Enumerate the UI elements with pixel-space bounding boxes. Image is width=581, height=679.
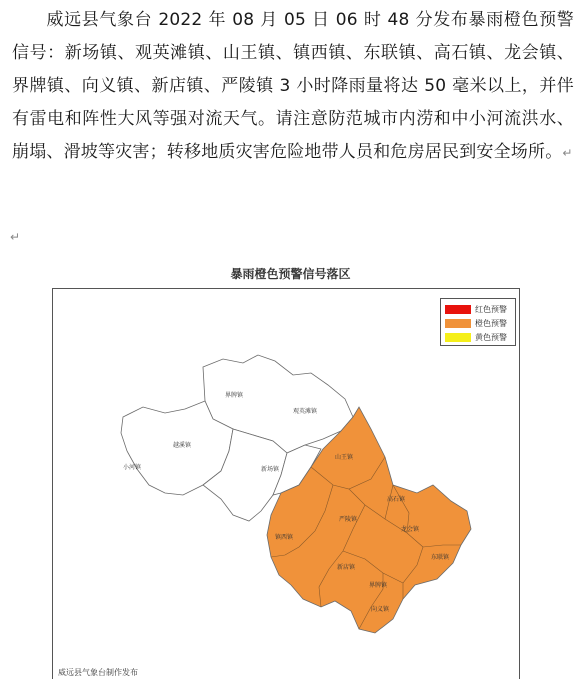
label-guanying: 观英滩镇 (293, 408, 318, 415)
label-shanwang: 山王镇 (335, 454, 354, 461)
legend-item-orange (445, 316, 511, 330)
label-xiangyi: 向义镇 (371, 606, 390, 613)
empty-paragraph-mark: ↵ (10, 230, 21, 244)
map-legend (440, 298, 516, 346)
label-xinchang: 新场镇 (261, 466, 280, 473)
warning-map (52, 288, 520, 679)
label-yuexi: 越溪镇 (173, 442, 192, 449)
legend-swatch-yellow (445, 333, 471, 342)
legend-label-orange: 橙色预警 (475, 318, 507, 328)
label-longhui: 龙会镇 (401, 526, 420, 533)
label-zhenxi: 镇西镇 (275, 534, 294, 541)
label-jingpai: 界牌镇 (369, 582, 388, 589)
map-footer: 威远县气象台制作发布 (58, 668, 138, 677)
warning-text: 威远县气象台 2022 年 08 月 05 日 06 时 48 分发布暴雨橙色预警信号：新场镇、观英滩镇、山王镇、镇西镇、东联镇、高石镇、龙会镇、界牌镇、向义镇、新店镇、严陵镇 3 小时降雨量将达 50 毫米以上，并伴有雷电和阵性大风等强对流天气。请注意防范城市内涝和中小河流洪水、崩塌、滑坡等灾害；转移地质灾害危险地带人员和危房居民到安全场所。 (12, 10, 574, 162)
label-xindian: 新店镇 (337, 564, 356, 571)
label-yanling: 严陵镇 (339, 516, 358, 523)
legend-item-yellow (445, 330, 511, 344)
legend-swatch-orange (445, 319, 471, 328)
legend-item-red (445, 302, 511, 316)
map-svg (53, 289, 520, 679)
legend-label-yellow: 黄色预警 (475, 332, 507, 342)
warning-paragraph (12, 4, 574, 170)
label-jiepai: 界牌镇 (225, 392, 244, 399)
label-donglian: 东联镇 (431, 554, 450, 561)
map-title: 暴雨橙色预警信号落区 (230, 267, 351, 281)
paragraph-mark: ↵ (562, 146, 573, 160)
label-xiaohe: 小河镇 (123, 464, 142, 471)
legend-label-red: 红色预警 (475, 304, 507, 314)
legend-swatch-red (445, 305, 471, 314)
label-gaoshi: 高石镇 (387, 496, 406, 503)
